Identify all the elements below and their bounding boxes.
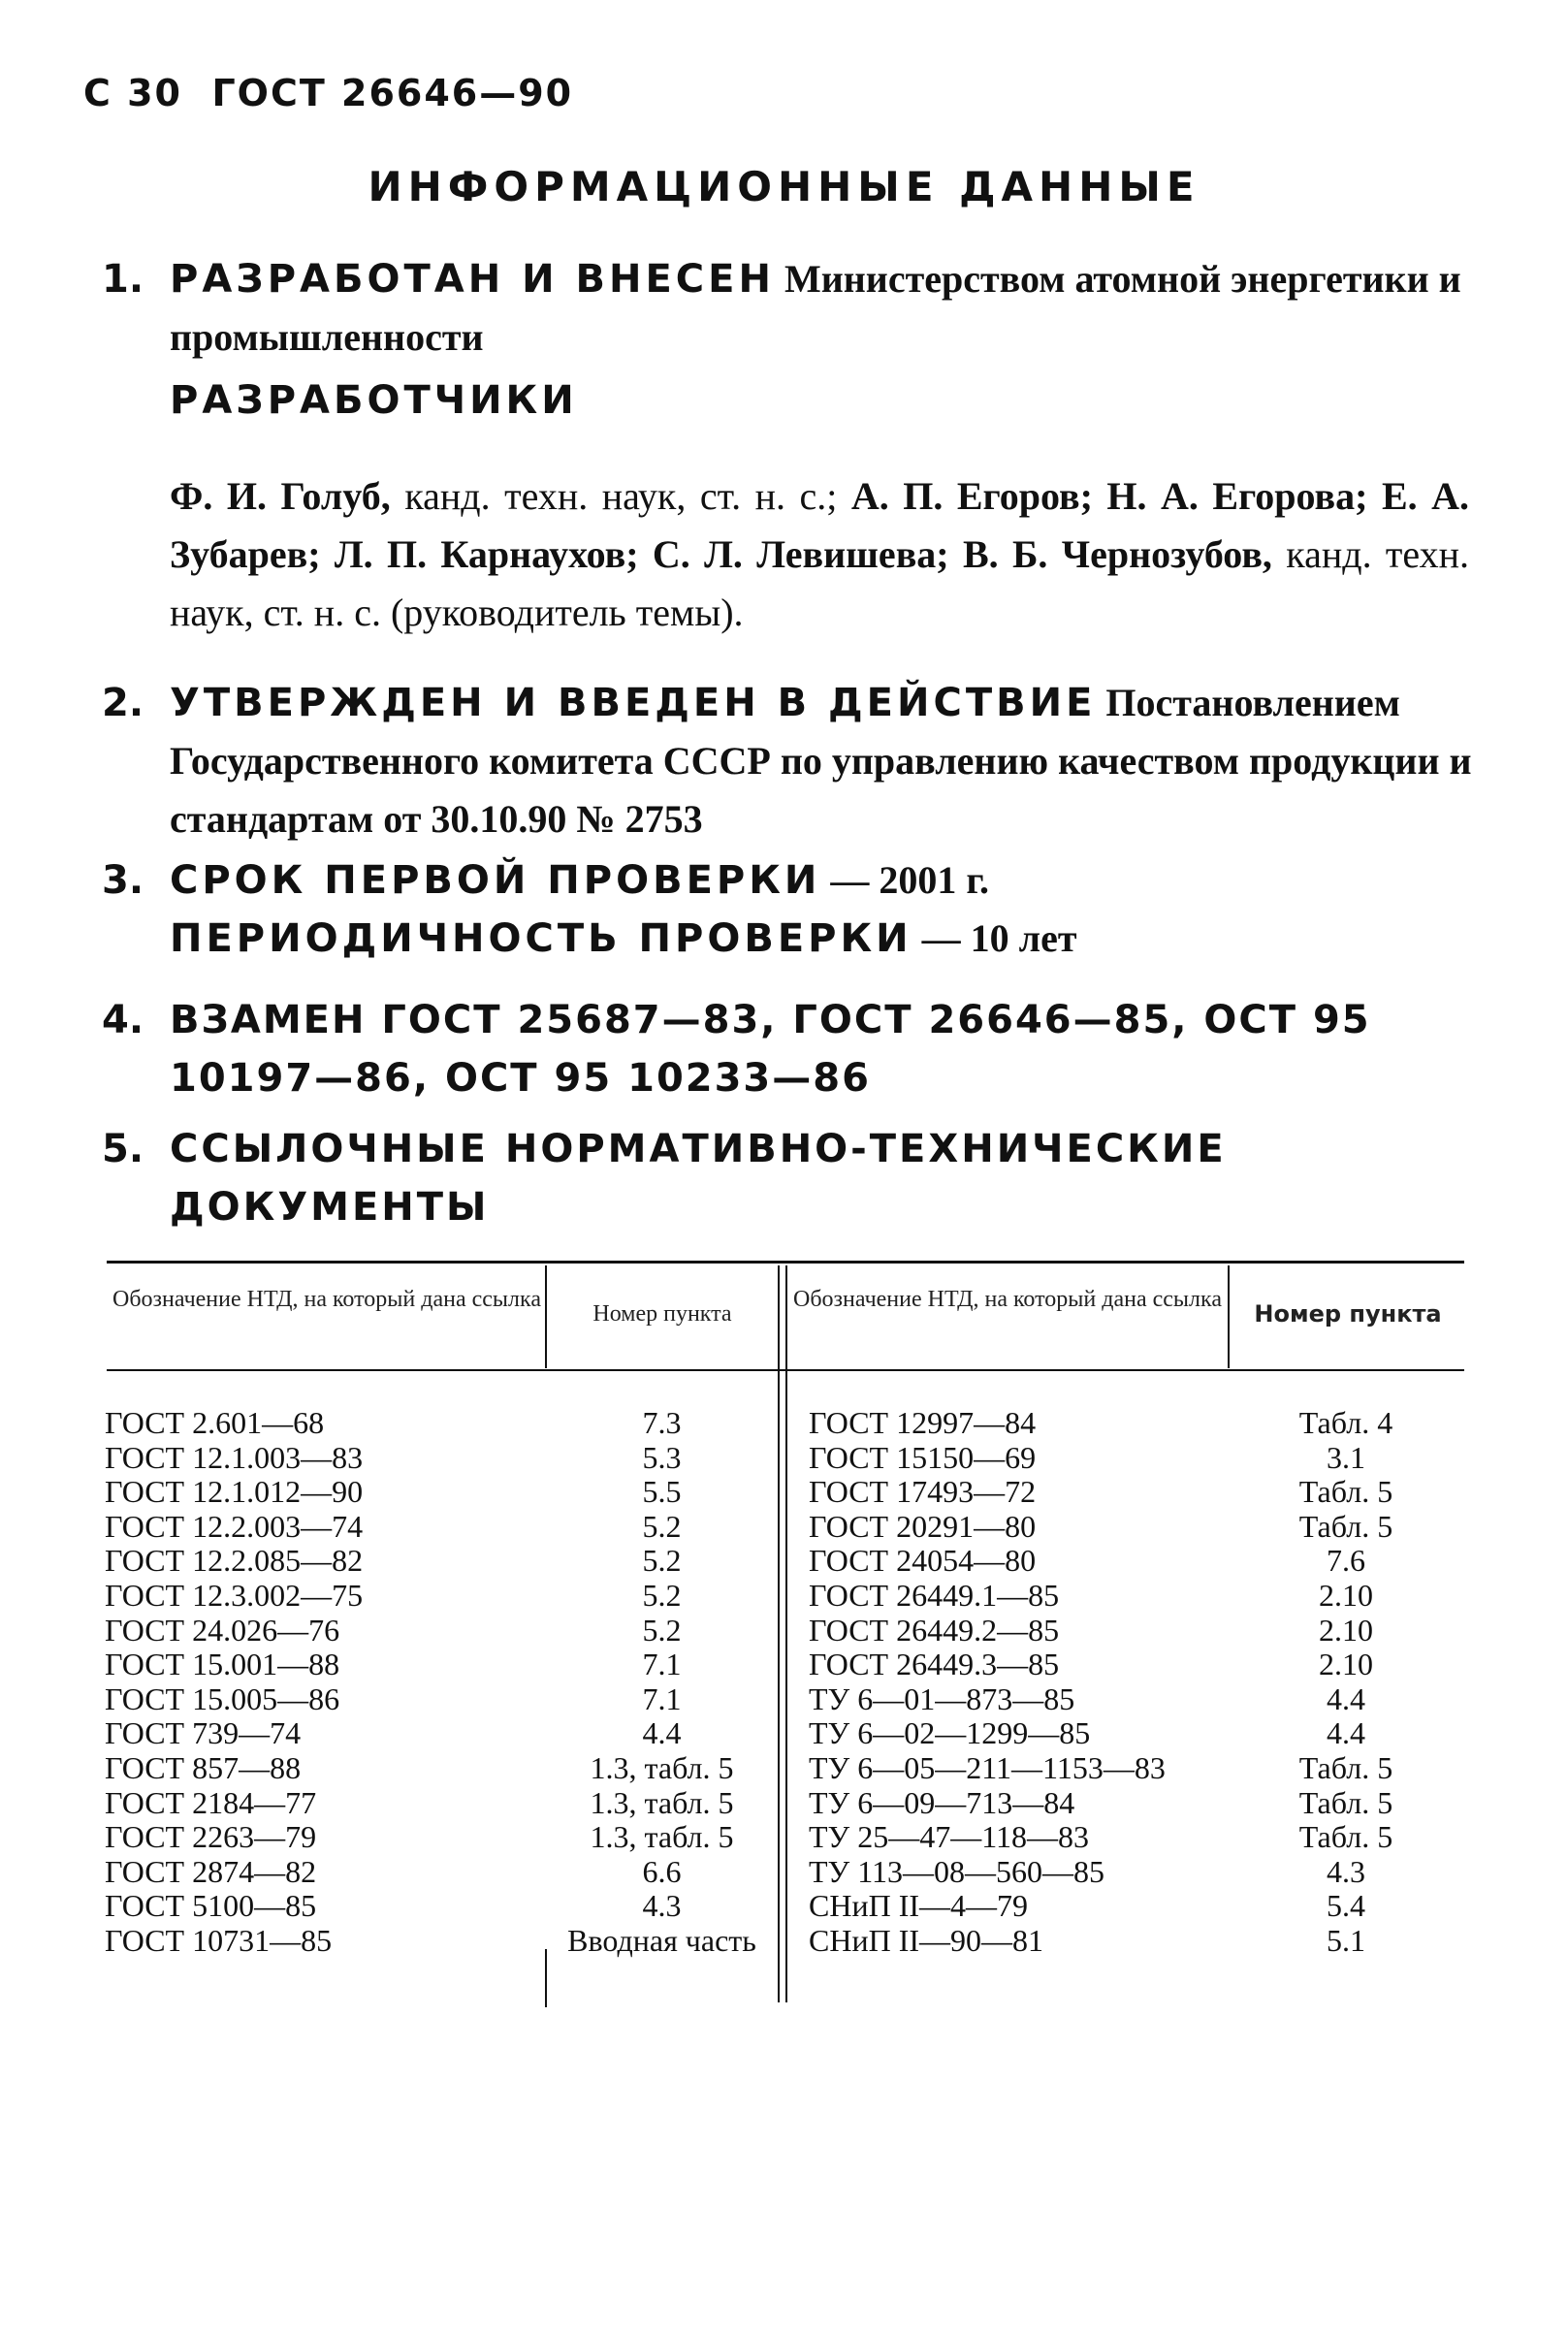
left-doc-cell: ГОСТ 15.005—86 — [105, 1680, 340, 1716]
left-doc-cell: ГОСТ 857—88 — [105, 1749, 302, 1785]
right-doc-cell: ГОСТ 26449.1—85 — [809, 1577, 1060, 1613]
table-top-rule — [107, 1261, 1464, 1264]
left-point-cell: Вводная часть — [567, 1922, 756, 1958]
left-doc-cell: ГОСТ 12.1.003—83 — [105, 1439, 364, 1475]
right-point-column — [1232, 1406, 1460, 1959]
left-point-column — [548, 1406, 776, 1959]
item-1 — [102, 250, 1479, 367]
left-point-cell: 5.2 — [642, 1612, 682, 1648]
item-lead: СРОК ПЕРВОЙ ПРОВЕРКИ — [170, 858, 821, 903]
right-doc-cell: ГОСТ 20291—80 — [809, 1508, 1037, 1544]
right-doc-cell: СНиП II—90—81 — [809, 1922, 1043, 1958]
item-4 — [102, 991, 1479, 1107]
item-value: — 10 лет — [921, 916, 1077, 960]
right-doc-cell: ГОСТ 24054—80 — [809, 1543, 1037, 1579]
right-doc-cell: ГОСТ 26449.3—85 — [809, 1647, 1060, 1682]
left-point-cell: 1.3, табл. 5 — [590, 1784, 734, 1820]
developer-name: Л. П. Карнаухов; — [334, 532, 639, 576]
column-divider — [545, 1949, 547, 2007]
standard-number: ГОСТ 26646—90 — [211, 72, 574, 114]
header-doc-2: Обозначение НТД, на который дана ссылка — [793, 1287, 1222, 1312]
left-point-cell: 5.2 — [642, 1508, 682, 1544]
left-point-cell: 1.3, табл. 5 — [590, 1749, 734, 1785]
item-text: Министерством атомной энергетики и промышленности — [170, 257, 1461, 359]
right-doc-column — [809, 1406, 1166, 1959]
right-point-cell: 4.4 — [1327, 1715, 1365, 1751]
item-lead: УТВЕРЖДЕН И ВВЕДЕН В ДЕЙСТВИЕ — [170, 681, 1097, 725]
developer-name: В. Б. Чернозубов, — [962, 532, 1272, 576]
left-doc-cell: ГОСТ 2874—82 — [105, 1853, 317, 1889]
item-number: 1. — [102, 257, 144, 302]
left-doc-cell: ГОСТ 2263—79 — [105, 1819, 317, 1855]
left-doc-cell: ГОСТ 10731—85 — [105, 1922, 333, 1958]
right-point-cell: 3.1 — [1327, 1439, 1365, 1475]
right-doc-cell: ТУ 113—08—560—85 — [809, 1853, 1105, 1889]
right-point-cell: 2.10 — [1319, 1612, 1373, 1648]
right-doc-cell: ГОСТ 15150—69 — [809, 1439, 1037, 1475]
left-point-cell: 7.1 — [642, 1680, 682, 1716]
left-doc-cell: ГОСТ 12.1.012—90 — [105, 1474, 364, 1510]
left-doc-cell: ГОСТ 12.2.085—82 — [105, 1543, 364, 1579]
item-2 — [102, 674, 1479, 848]
left-point-cell: 1.3, табл. 5 — [590, 1819, 734, 1855]
right-point-cell: Табл. 5 — [1298, 1474, 1393, 1510]
right-doc-cell: ТУ 6—01—873—85 — [809, 1680, 1075, 1716]
left-doc-cell: ГОСТ 5100—85 — [105, 1888, 317, 1924]
item-number: 2. — [102, 681, 144, 725]
page-number: С 30 — [83, 72, 182, 114]
left-point-cell: 5.3 — [642, 1439, 682, 1475]
header-point: Номер пункта — [592, 1301, 732, 1327]
developer-name: Н. А. Егорова; — [1106, 474, 1368, 518]
right-doc-cell: СНиП II—4—79 — [809, 1888, 1028, 1924]
developer-title: канд. техн. наук, ст. н. с. (руководитель темы). — [170, 532, 1470, 634]
left-doc-cell: ГОСТ 2.601—68 — [105, 1405, 325, 1440]
right-doc-cell: ГОСТ 17493—72 — [809, 1474, 1037, 1510]
item-number: 3. — [102, 858, 144, 903]
right-doc-cell: ТУ 6—05—211—1153—83 — [809, 1749, 1166, 1785]
right-point-cell: 2.10 — [1319, 1647, 1373, 1682]
column-divider — [785, 1265, 787, 2002]
item-value: — 2001 г. — [830, 858, 990, 902]
column-divider — [545, 1265, 547, 1368]
right-doc-cell: ТУ 6—02—1299—85 — [809, 1715, 1091, 1751]
header-point-2: Номер пункта — [1254, 1300, 1442, 1328]
developers-list — [170, 467, 1469, 642]
page-title: ИНФОРМАЦИОННЫЕ ДАННЫЕ — [368, 163, 1200, 210]
left-point-cell: 5.2 — [642, 1543, 682, 1579]
right-doc-cell: ТУ 25—47—118—83 — [809, 1819, 1090, 1855]
right-point-cell: Табл. 4 — [1298, 1405, 1393, 1440]
left-doc-cell: ГОСТ 2184—77 — [105, 1784, 317, 1820]
right-point-cell: 2.10 — [1319, 1577, 1373, 1613]
right-point-cell: 4.4 — [1327, 1680, 1365, 1716]
item-number: 4. — [102, 998, 144, 1042]
right-point-cell: 4.3 — [1327, 1853, 1365, 1889]
left-doc-cell: ГОСТ 12.3.002—75 — [105, 1577, 364, 1613]
page-header — [83, 72, 573, 114]
item-number: 5. — [102, 1127, 144, 1171]
column-divider — [778, 1265, 780, 2002]
left-doc-cell: ГОСТ 24.026—76 — [105, 1612, 340, 1648]
item-text: ССЫЛОЧНЫЕ НОРМАТИВНО-ТЕХНИЧЕСКИЕ ДОКУМЕНТЫ — [170, 1127, 1227, 1230]
developer-name: Е. А. Зубарев; — [170, 474, 1470, 576]
right-point-cell: Табл. 5 — [1298, 1784, 1393, 1820]
left-doc-cell: ГОСТ 12.2.003—74 — [105, 1508, 364, 1544]
developer-title: канд. техн. наук, ст. н. с.; — [404, 474, 838, 518]
item-text: ВЗАМЕН ГОСТ 25687—83, ГОСТ 26646—85, ОСТ 95 10197—86, ОСТ 95 10233—86 — [170, 998, 1371, 1101]
left-doc-cell: ГОСТ 739—74 — [105, 1715, 302, 1751]
right-point-cell: 5.4 — [1327, 1888, 1365, 1924]
left-point-cell: 6.6 — [642, 1853, 682, 1889]
item-lead: РАЗРАБОТАН И ВНЕСЕН — [170, 257, 775, 302]
right-point-cell: Табл. 5 — [1298, 1508, 1393, 1544]
right-point-cell: Табл. 5 — [1298, 1749, 1393, 1785]
right-doc-cell: ГОСТ 26449.2—85 — [809, 1612, 1060, 1648]
right-doc-cell: ГОСТ 12997—84 — [809, 1405, 1037, 1440]
developer-name: Ф. И. Голуб, — [170, 474, 391, 518]
item-lead: ПЕРИОДИЧНОСТЬ ПРОВЕРКИ — [170, 916, 912, 961]
right-point-cell: 7.6 — [1327, 1543, 1365, 1579]
column-divider — [1228, 1265, 1230, 1368]
left-point-cell: 7.1 — [642, 1647, 682, 1682]
left-doc-column — [105, 1406, 363, 1959]
item-5 — [102, 1120, 1479, 1236]
right-point-cell: 5.1 — [1327, 1922, 1365, 1958]
developer-name: С. Л. Левишева; — [652, 532, 949, 576]
item-text: Постановлением Государственного комитета СССР по управлению качеством продукции и стандартам от 30.10.90 № 2753 — [170, 681, 1472, 841]
left-point-cell: 5.2 — [642, 1577, 682, 1613]
developer-name: А. П. Егоров; — [850, 474, 1093, 518]
developers-heading: РАЗРАБОТЧИКИ — [170, 378, 578, 423]
header-doc: Обозначение НТД, на который дана ссылка — [112, 1287, 541, 1312]
left-point-cell: 4.4 — [642, 1715, 682, 1751]
right-point-cell: Табл. 5 — [1298, 1819, 1393, 1855]
right-doc-cell: ТУ 6—09—713—84 — [809, 1784, 1075, 1820]
left-point-cell: 5.5 — [642, 1474, 682, 1510]
left-doc-cell: ГОСТ 15.001—88 — [105, 1647, 340, 1682]
left-point-cell: 4.3 — [642, 1888, 682, 1924]
item-3 — [102, 851, 1479, 968]
left-point-cell: 7.3 — [642, 1405, 682, 1440]
